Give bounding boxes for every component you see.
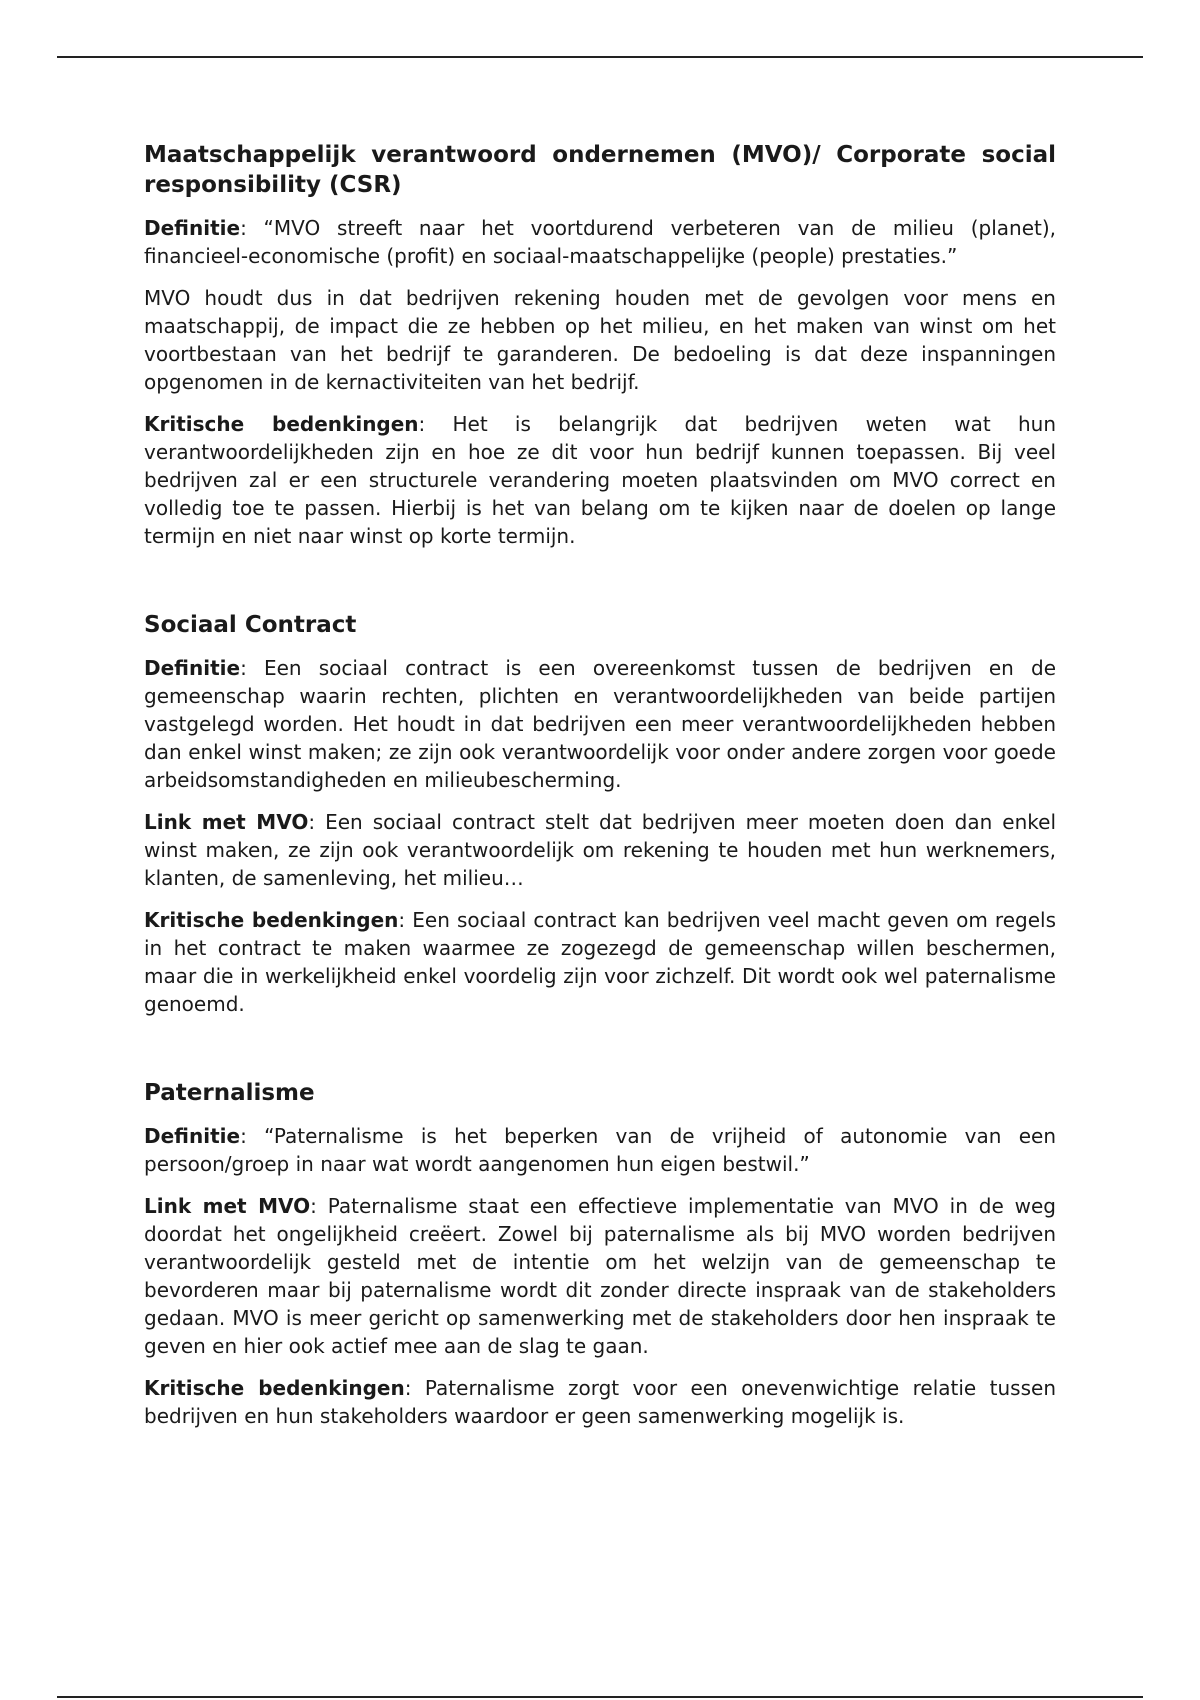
paragraph-kritische-bedenkingen (144, 410, 1056, 550)
paragraph-text: : Paternalisme zorgt voor een onevenwichtige relatie tussen bedrijven en hun stakeholders waardoor er geen samenwerking mogelijk is. (144, 1376, 1056, 1428)
footer-rule (57, 1696, 1143, 1698)
paragraph-text: : “Paternalisme is het beperken van de vrijheid of autonomie van een persoon/groep in naar wat wordt aangenomen hun eigen bestwil.” (144, 1124, 1056, 1176)
paragraph-label: Kritische bedenkingen (144, 1376, 405, 1400)
paragraph-label: Kritische bedenkingen (144, 412, 419, 436)
paragraph-link-met-mvo (144, 1192, 1056, 1360)
paragraph-definitie (144, 1122, 1056, 1178)
document-body (144, 140, 1056, 1444)
heading-paternalisme: Paternalisme (144, 1080, 315, 1106)
paragraph-label: Definitie (144, 1124, 241, 1148)
paragraph-text: : Een sociaal contract stelt dat bedrijven meer moeten doen dan enkel winst maken, ze zijn ook verantwoordelijk om rekening te houden met hun werknemers, klanten, de samenleving, het milieu… (144, 810, 1056, 890)
paragraph-body (144, 284, 1056, 396)
paragraph-text: : “MVO streeft naar het voortdurend verbeteren van de milieu (planet), financieel-economische (profit) en sociaal-maatschappelijke (people) prestaties.” (144, 216, 1056, 268)
paragraph-kritische-bedenkingen (144, 1374, 1056, 1430)
heading-sociaal-contract: Sociaal Contract (144, 612, 357, 638)
header-rule (57, 56, 1143, 58)
paragraph-link-met-mvo (144, 808, 1056, 892)
paragraph-text: : Een sociaal contract kan bedrijven veel macht geven om regels in het contract te maken waarmee ze zogezegd de gemeenschap willen beschermen, maar die in werkelijkheid enkel voordelig zijn voor zichzelf. Dit wordt ook wel paternalisme genoemd. (144, 908, 1057, 1016)
paragraph-label: Definitie (144, 656, 241, 680)
paragraph-definitie (144, 214, 1056, 270)
heading-mvo-csr: Maatschappelijk verantwoord ondernemen (MVO)/ Corporate social responsibility (CSR) (144, 142, 1056, 198)
paragraph-text: : Een sociaal contract is een overeenkomst tussen de bedrijven en de gemeenschap waarin rechten, plichten en verantwoordelijkheden van beide partijen vastgelegd worden. Het houdt in dat bedrijven een meer verantwoordelijkheden hebben dan enkel winst maken; ze zijn ook verantwoordelijk voor onder andere zorgen voor goede arbeidsomstandigheden en milieubescherming. (144, 656, 1056, 792)
paragraph-kritische-bedenkingen (144, 906, 1056, 1018)
paragraph-text: : Paternalisme staat een effectieve implementatie van MVO in de weg doordat het ongelijkheid creëert. Zowel bij paternalisme als bij MVO worden bedrijven verantwoordelijk gesteld met de intentie om het welzijn van de gemeenschap te bevorderen maar bij paternalisme wordt dit zonder directe inspraak van de stakeholders gedaan. MVO is meer gericht op samenwerking met de stakeholders door hen inspraak te geven en hier ook actief mee aan de slag te gaan. (144, 1194, 1056, 1358)
paragraph-text: MVO houdt dus in dat bedrijven rekening houden met de gevolgen voor mens en maatschappij, de impact die ze hebben op het milieu, en het maken van winst om het voortbestaan van het bedrijf te garanderen. De bedoeling is dat deze inspanningen opgenomen in de kernactiviteiten van het bedrijf. (144, 286, 1056, 394)
paragraph-definitie (144, 654, 1056, 794)
paragraph-text: : Het is belangrijk dat bedrijven weten wat hun verantwoordelijkheden zijn en hoe ze dit voor hun bedrijf kunnen toepassen. Bij veel bedrijven zal er een structurele verandering moeten plaatsvinden om MVO correct en volledig toe te passen. Hierbij is het van belang om te kijken naar de doelen op lange termijn en niet naar winst op korte termijn. (144, 412, 1057, 548)
paragraph-label: Link met MVO (144, 810, 309, 834)
paragraph-label: Link met MVO (144, 1194, 311, 1218)
paragraph-label: Definitie (144, 216, 241, 240)
paragraph-label: Kritische bedenkingen (144, 908, 399, 932)
